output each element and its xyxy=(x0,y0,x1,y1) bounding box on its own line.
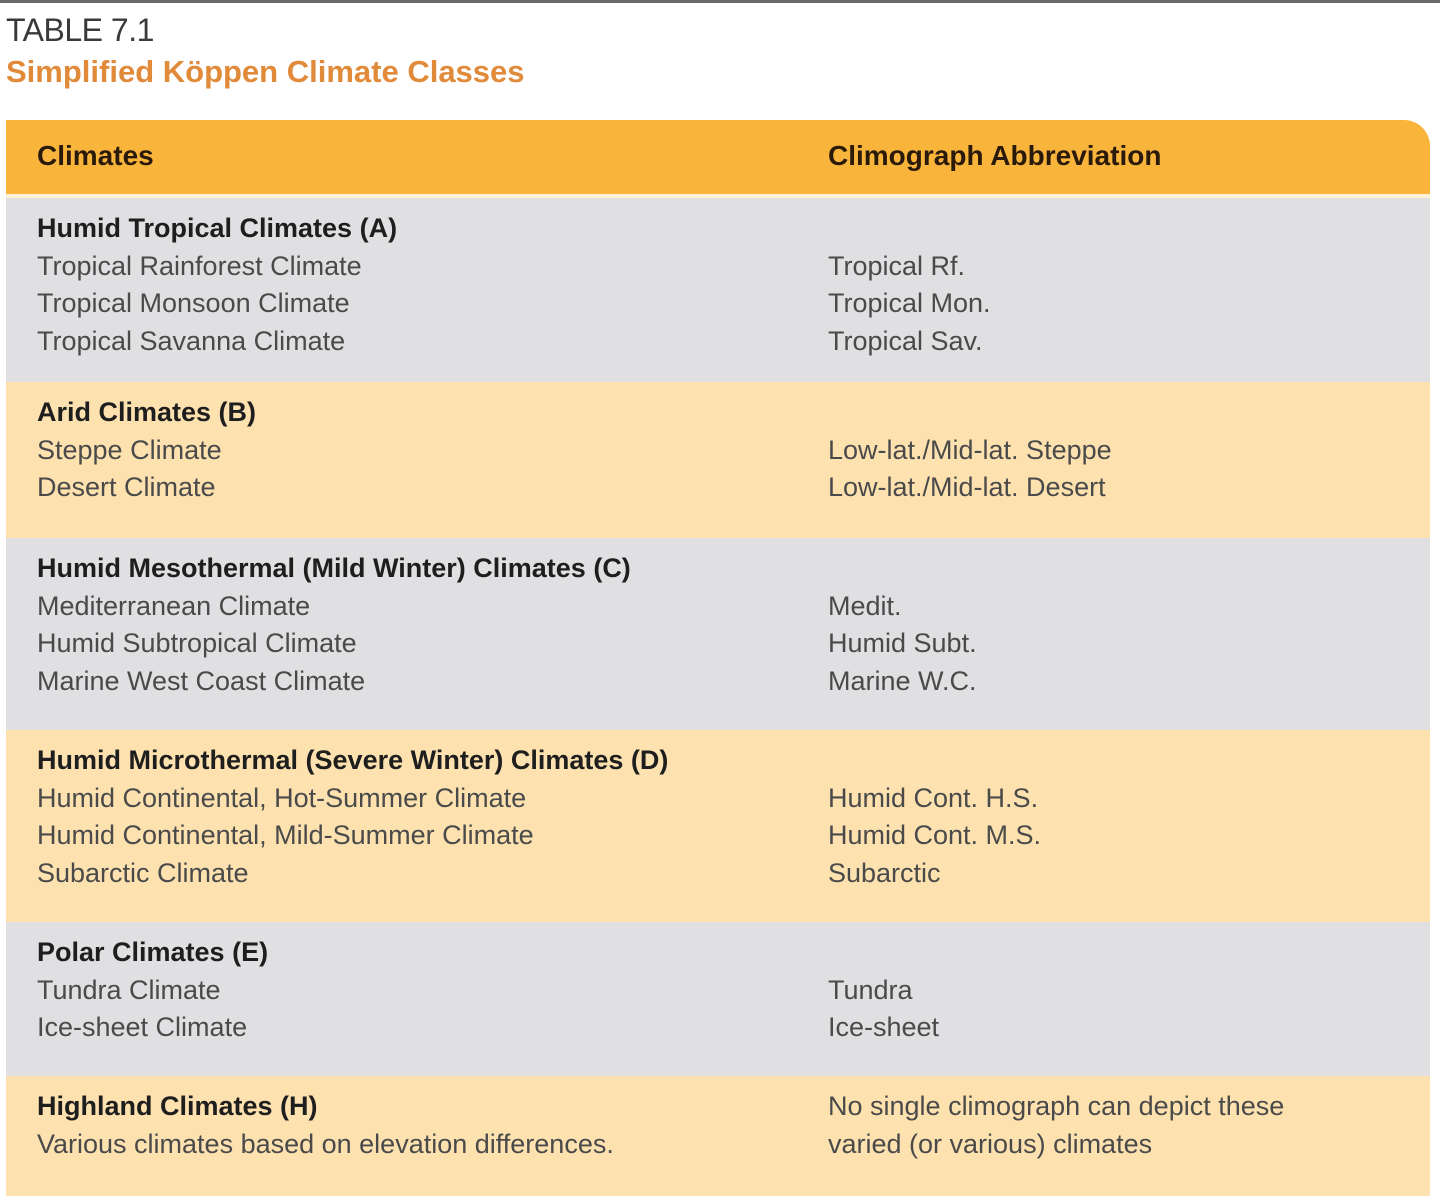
table-row xyxy=(6,817,1430,855)
climate-name: Tropical Monsoon Climate xyxy=(37,288,350,318)
table-row xyxy=(6,625,1430,663)
group-name: Humid Tropical Climates (A) xyxy=(37,213,398,243)
table-row xyxy=(6,855,1430,893)
climate-name: Humid Subtropical Climate xyxy=(37,628,357,658)
climate-name: Marine West Coast Climate xyxy=(37,665,366,696)
group-heading-row xyxy=(6,742,1430,780)
climograph-abbreviation: Tropical Sav. xyxy=(828,325,983,356)
climate-name: Mediterranean Climate xyxy=(37,590,311,621)
table-row xyxy=(6,248,1430,286)
climate-group xyxy=(6,382,1430,538)
climograph-abbreviation: Tropical Rf. xyxy=(828,250,966,281)
header-abbreviation: Climograph Abbreviation xyxy=(828,140,1162,171)
climate-group xyxy=(6,198,1430,382)
climate-group xyxy=(6,538,1430,730)
climate-name: Desert Climate xyxy=(37,472,216,502)
climate-name: Humid Continental, Mild-Summer Climate xyxy=(37,820,534,850)
group-heading-row xyxy=(6,394,1430,432)
climate-group xyxy=(6,1076,1430,1196)
table-title: Simplified Köppen Climate Classes xyxy=(6,54,525,89)
climograph-abbreviation: Humid Cont. M.S. xyxy=(828,820,1042,850)
climograph-abbreviation: Low-lat./Mid-lat. Desert xyxy=(828,472,1106,502)
top-rule xyxy=(0,0,1440,3)
table-row xyxy=(6,663,1430,701)
table-row xyxy=(6,972,1430,1010)
climate-name: Tropical Savanna Climate xyxy=(37,325,346,356)
group-name: Highland Climates (H) xyxy=(37,1091,318,1121)
climate-name: Tundra Climate xyxy=(37,974,221,1005)
table-row xyxy=(6,1126,1430,1164)
climograph-abbreviation: Marine W.C. xyxy=(828,665,977,696)
group-heading-row xyxy=(6,550,1430,588)
group-heading-row xyxy=(6,934,1430,972)
header-climates: Climates xyxy=(37,140,154,171)
table-number: TABLE 7.1 xyxy=(6,12,154,48)
climate-name: Humid Continental, Hot-Summer Climate xyxy=(37,782,527,813)
climate-group xyxy=(6,730,1430,922)
table-row xyxy=(6,469,1430,507)
table-row xyxy=(6,323,1430,361)
table-row xyxy=(6,588,1430,626)
climograph-abbreviation: Tropical Mon. xyxy=(828,288,991,318)
climate-name: Steppe Climate xyxy=(37,434,222,465)
group-heading-row xyxy=(6,1088,1430,1126)
climate-name: Subarctic Climate xyxy=(37,857,249,888)
table-row xyxy=(6,432,1430,470)
group-name: Polar Climates (E) xyxy=(37,937,269,967)
climate-name: Ice-sheet Climate xyxy=(37,1012,248,1042)
climograph-abbreviation: Medit. xyxy=(828,590,902,621)
table-row xyxy=(6,1009,1430,1047)
climate-table xyxy=(6,120,1430,1196)
climograph-abbreviation: Humid Cont. H.S. xyxy=(828,782,1039,813)
climograph-abbreviation: Low-lat./Mid-lat. Steppe xyxy=(828,434,1112,465)
climograph-abbreviation: Subarctic xyxy=(828,857,941,888)
table-header xyxy=(6,120,1430,198)
table-row xyxy=(6,285,1430,323)
climograph-abbreviation: varied (or various) climates xyxy=(828,1128,1153,1159)
climograph-abbreviation: Humid Subt. xyxy=(828,628,977,658)
climate-group xyxy=(6,922,1430,1076)
group-name: Humid Mesothermal (Mild Winter) Climates (C) xyxy=(37,553,631,583)
climate-name: Various climates based on elevation differences. xyxy=(37,1128,614,1159)
climate-name: Tropical Rainforest Climate xyxy=(37,250,362,281)
climograph-abbreviation: Ice-sheet xyxy=(828,1012,940,1042)
group-name: Arid Climates (B) xyxy=(37,397,257,427)
group-heading-row xyxy=(6,210,1430,248)
climograph-abbreviation: Tundra xyxy=(828,974,913,1005)
table-row xyxy=(6,780,1430,818)
group-abbreviation: No single climograph can depict these xyxy=(828,1091,1285,1121)
group-name: Humid Microthermal (Severe Winter) Climates (D) xyxy=(37,745,669,775)
